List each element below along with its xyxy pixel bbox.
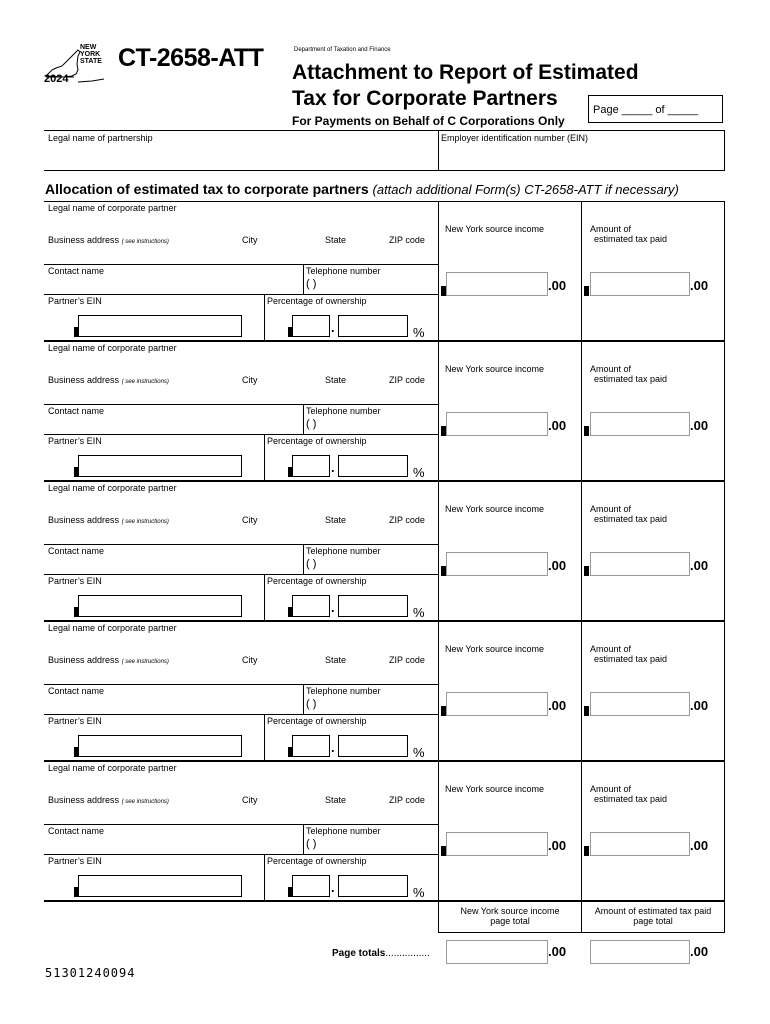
amount-total-header: Amount of estimated tax paid page total	[594, 906, 712, 926]
partner-ein-input[interactable]	[78, 875, 242, 897]
ny-income-cents: .00	[548, 418, 567, 433]
form-year: 2024	[44, 73, 69, 85]
pct-ownership-label: Percentage of ownership	[267, 296, 367, 306]
contact-name-input[interactable]	[46, 836, 300, 854]
ny-source-income-label: New York source income	[445, 784, 545, 794]
pct-ownership-label: Percentage of ownership	[267, 856, 367, 866]
telephone-area-code[interactable]: ( )	[306, 418, 317, 430]
zip-label: ZIP code	[389, 515, 425, 525]
telephone-area-code[interactable]: ( )	[306, 698, 317, 710]
form-title: Attachment to Report of Estimated Tax for Corporate Partners	[292, 61, 639, 110]
pct-ownership-decimal-input[interactable]	[338, 875, 408, 897]
city-label: City	[242, 515, 258, 525]
partnership-name-label: Legal name of partnership	[48, 133, 153, 143]
pct-ownership-decimal-input[interactable]	[338, 455, 408, 477]
amount-paid-cents: .00	[690, 838, 709, 853]
amount-paid-cents: .00	[690, 698, 709, 713]
partnership-ein-input[interactable]	[441, 145, 721, 168]
state-label: State	[325, 795, 347, 805]
city-label: City	[242, 655, 258, 665]
partner-ein-label: Partner’s EIN	[48, 716, 102, 726]
amount-paid-input[interactable]	[590, 692, 690, 716]
business-address-label: Business address ( see instructions)	[48, 795, 169, 805]
form-barcode-number: 51301240094	[45, 966, 136, 980]
ny-income-total-header: New York source income page total	[460, 906, 560, 926]
amount-paid-label: Amount of estimated tax paid	[590, 224, 668, 244]
pct-ownership-whole-input[interactable]	[292, 455, 330, 477]
percent-sign: %	[413, 885, 425, 900]
partner-legal-name-input[interactable]	[46, 494, 436, 514]
partnership-ein-label: Employer identification number (EIN)	[441, 133, 589, 143]
partner-ein-label: Partner’s EIN	[48, 576, 102, 586]
ny-income-page-total-input[interactable]	[446, 940, 548, 964]
percent-sign: %	[413, 745, 425, 760]
pct-ownership-whole-input[interactable]	[292, 315, 330, 337]
partner-legal-name-label: Legal name of corporate partner	[48, 203, 177, 213]
amount-paid-input[interactable]	[590, 272, 690, 296]
ny-source-income-label: New York source income	[445, 644, 545, 654]
zip-label: ZIP code	[389, 795, 425, 805]
telephone-area-code[interactable]: ( )	[306, 838, 317, 850]
ny-source-income-label: New York source income	[445, 364, 545, 374]
percent-sign: %	[413, 605, 425, 620]
partner-legal-name-label: Legal name of corporate partner	[48, 343, 177, 353]
amount-paid-cents: .00	[690, 418, 709, 433]
page-of-field[interactable]: Page _____ of _____	[588, 95, 723, 123]
partner-ein-label: Partner’s EIN	[48, 436, 102, 446]
contact-name-label: Contact name	[48, 406, 105, 416]
business-address-label: Business address ( see instructions)	[48, 515, 169, 525]
form-number: CT-2658-ATT	[118, 44, 264, 72]
pct-decimal-point: .	[331, 880, 335, 895]
zip-label: ZIP code	[389, 235, 425, 245]
pct-ownership-label: Percentage of ownership	[267, 716, 367, 726]
form-subtitle: For Payments on Behalf of C Corporations Only	[292, 114, 565, 128]
pct-decimal-point: .	[331, 740, 335, 755]
pct-decimal-point: .	[331, 320, 335, 335]
partner-legal-name-input[interactable]	[46, 214, 436, 234]
partner-legal-name-input[interactable]	[46, 354, 436, 374]
state-label: State	[325, 235, 347, 245]
amount-paid-label: Amount of estimated tax paid	[590, 504, 668, 524]
amount-paid-cents: .00	[690, 278, 709, 293]
zip-label: ZIP code	[389, 375, 425, 385]
pct-ownership-whole-input[interactable]	[292, 595, 330, 617]
partner-ein-input[interactable]	[78, 455, 242, 477]
page-totals-label: Page totals................	[332, 948, 430, 959]
contact-name-label: Contact name	[48, 686, 105, 696]
pct-ownership-decimal-input[interactable]	[338, 735, 408, 757]
ny-source-income-input[interactable]	[446, 552, 548, 576]
partnership-name-input[interactable]	[46, 142, 436, 168]
contact-name-label: Contact name	[48, 826, 105, 836]
amount-paid-label: Amount of estimated tax paid	[590, 364, 668, 384]
ny-source-income-input[interactable]	[446, 692, 548, 716]
pct-decimal-point: .	[331, 600, 335, 615]
ny-income-cents: .00	[548, 558, 567, 573]
ny-source-income-input[interactable]	[446, 832, 548, 856]
pct-ownership-whole-input[interactable]	[292, 735, 330, 757]
ny-income-cents: .00	[548, 838, 567, 853]
partner-ein-input[interactable]	[78, 735, 242, 757]
business-address-label: Business address ( see instructions)	[48, 235, 169, 245]
city-label: City	[242, 375, 258, 385]
percent-sign: %	[413, 465, 425, 480]
amount-page-total-input[interactable]	[590, 940, 690, 964]
ny-source-income-input[interactable]	[446, 412, 548, 436]
amount-paid-label: Amount of estimated tax paid	[590, 784, 668, 804]
partner-legal-name-label: Legal name of corporate partner	[48, 623, 177, 633]
telephone-label: Telephone number	[306, 266, 381, 276]
contact-name-label: Contact name	[48, 266, 105, 276]
state-label: State	[325, 655, 347, 665]
business-address-label: Business address ( see instructions)	[48, 375, 169, 385]
amount-paid-input[interactable]	[590, 832, 690, 856]
partner-ein-input[interactable]	[78, 315, 242, 337]
contact-name-label: Contact name	[48, 546, 105, 556]
state-label: State	[325, 375, 347, 385]
ny-source-income-label: New York source income	[445, 224, 545, 234]
partner-legal-name-input[interactable]	[46, 774, 436, 794]
section-title: Allocation of estimated tax to corporate partners (attach additional Form(s) CT-2658-ATT if necessary)	[45, 181, 679, 197]
state-label: State	[325, 515, 347, 525]
pct-ownership-label: Percentage of ownership	[267, 436, 367, 446]
telephone-label: Telephone number	[306, 686, 381, 696]
partner-ein-label: Partner’s EIN	[48, 856, 102, 866]
partner-legal-name-label: Legal name of corporate partner	[48, 483, 177, 493]
logo-wordmark: NEW YORK STATE	[80, 44, 102, 65]
partner-ein-input[interactable]	[78, 595, 242, 617]
telephone-area-code[interactable]: ( )	[306, 558, 317, 570]
department-name: Department of Taxation and Finance	[294, 47, 391, 53]
telephone-label: Telephone number	[306, 546, 381, 556]
pct-ownership-decimal-input[interactable]	[338, 315, 408, 337]
partner-ein-label: Partner’s EIN	[48, 296, 102, 306]
amount-paid-cents: .00	[690, 558, 709, 573]
partner-legal-name-input[interactable]	[46, 634, 436, 654]
business-address-label: Business address ( see instructions)	[48, 655, 169, 665]
amount-paid-input[interactable]	[590, 412, 690, 436]
zip-label: ZIP code	[389, 655, 425, 665]
contact-name-input[interactable]	[46, 696, 300, 714]
amount-paid-input[interactable]	[590, 552, 690, 576]
ny-income-total-cents: .00	[548, 944, 567, 959]
city-label: City	[242, 235, 258, 245]
ny-income-cents: .00	[548, 278, 567, 293]
amount-total-cents: .00	[690, 944, 709, 959]
contact-name-input[interactable]	[46, 416, 300, 434]
contact-name-input[interactable]	[46, 276, 300, 294]
partner-legal-name-label: Legal name of corporate partner	[48, 763, 177, 773]
amount-paid-label: Amount of estimated tax paid	[590, 644, 668, 664]
pct-ownership-whole-input[interactable]	[292, 875, 330, 897]
pct-ownership-decimal-input[interactable]	[338, 595, 408, 617]
telephone-label: Telephone number	[306, 826, 381, 836]
ny-source-income-label: New York source income	[445, 504, 545, 514]
ny-income-cents: .00	[548, 698, 567, 713]
ny-source-income-input[interactable]	[446, 272, 548, 296]
city-label: City	[242, 795, 258, 805]
telephone-label: Telephone number	[306, 406, 381, 416]
pct-ownership-label: Percentage of ownership	[267, 576, 367, 586]
pct-decimal-point: .	[331, 460, 335, 475]
percent-sign: %	[413, 325, 425, 340]
telephone-area-code[interactable]: ( )	[306, 278, 317, 290]
contact-name-input[interactable]	[46, 556, 300, 574]
